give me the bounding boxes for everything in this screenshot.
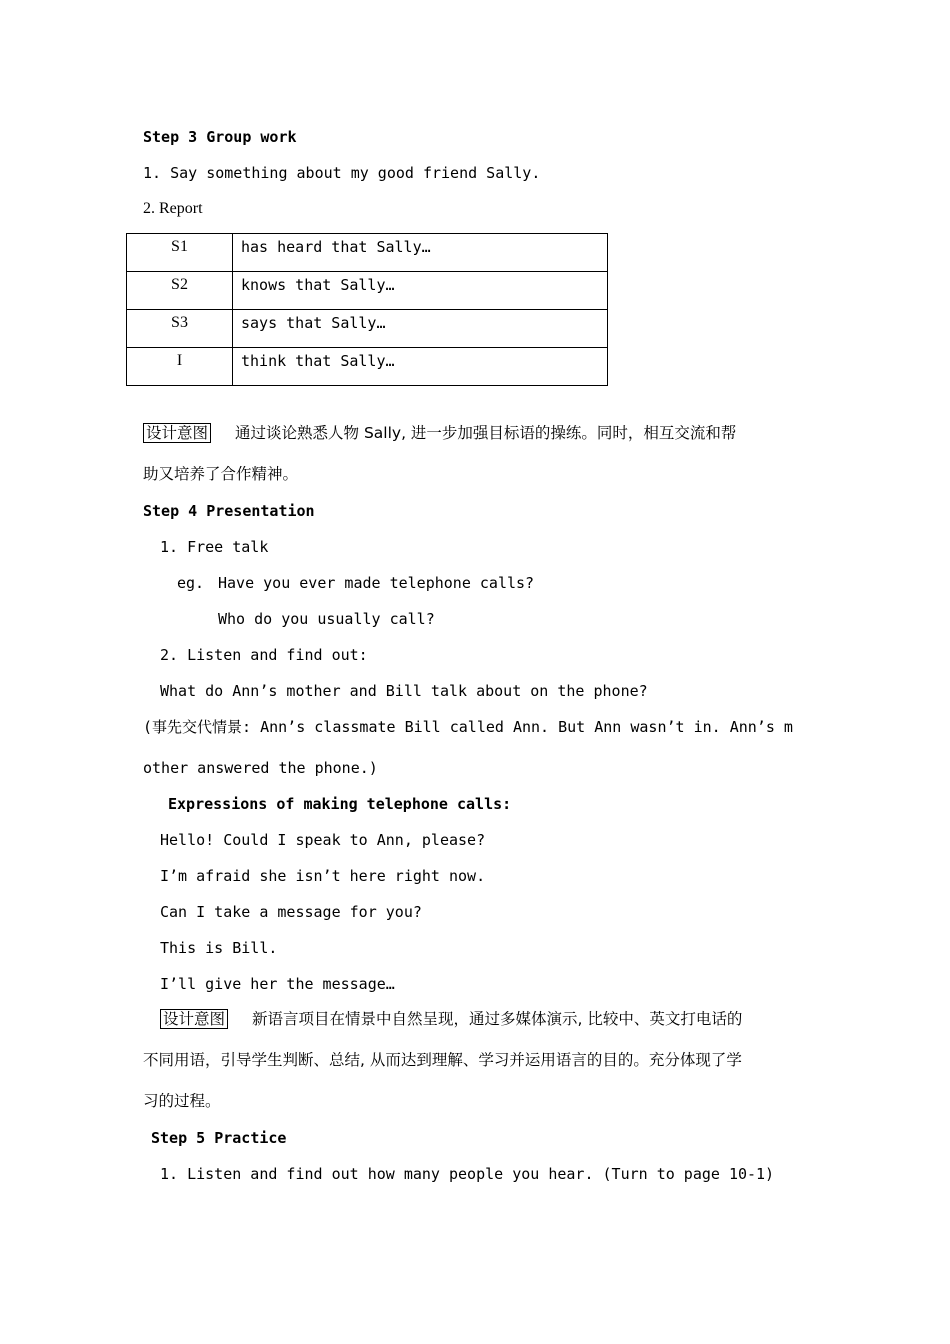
expression-line: I’m afraid she isn’t here right now. xyxy=(160,867,486,885)
eg-question-2: Who do you usually call? xyxy=(218,610,435,628)
context-line-1: (事先交代情景: Ann’s classmate Bill called Ann. But Ann wasn’t in. Ann’s m xyxy=(143,718,793,736)
context-line-2: other answered the phone.) xyxy=(143,759,378,777)
report-label: S1 xyxy=(127,234,233,272)
table-row xyxy=(127,234,608,272)
eg-question-1: Have you ever made telephone calls? xyxy=(218,574,535,592)
step4-item-1: 1. Free talk xyxy=(160,538,269,556)
eg-label: eg. xyxy=(177,574,205,592)
report-label: I xyxy=(127,348,233,386)
step3-design-line-1 xyxy=(143,423,736,443)
listen-question: What do Ann’s mother and Bill talk about on the phone? xyxy=(160,682,648,700)
report-label: S3 xyxy=(127,310,233,348)
step4-design-line-2: 不同用语，引导学生判断、总结, 从而达到理解、学习并运用语言的目的。充分体现了学 xyxy=(143,1051,742,1069)
step4-heading: Step 4 Presentation xyxy=(143,502,315,520)
design-intent-text: 新语言项目在情景中自然呈现，通过多媒体演示, 比较中、英文打电话的 xyxy=(252,1010,743,1028)
design-intent-label: 设计意图 xyxy=(143,423,211,443)
step3-item-1: 1. Say something about my good friend Sally. xyxy=(143,164,541,182)
step3-design-line-2: 助又培养了合作精神。 xyxy=(143,465,299,483)
step4-item-2: 2. Listen and find out: xyxy=(160,646,368,664)
report-text: has heard that Sally… xyxy=(233,234,608,272)
table-row xyxy=(127,348,608,386)
report-text: says that Sally… xyxy=(233,310,608,348)
expressions-heading: Expressions of making telephone calls: xyxy=(168,795,512,813)
report-text: think that Sally… xyxy=(233,348,608,386)
expression-line: This is Bill. xyxy=(160,939,278,957)
step4-design-line-3: 习的过程。 xyxy=(143,1092,221,1110)
report-label: S2 xyxy=(127,272,233,310)
table-row xyxy=(127,272,608,310)
expression-line: Hello! Could I speak to Ann, please? xyxy=(160,831,486,849)
step5-heading: Step 5 Practice xyxy=(151,1129,287,1147)
step3-heading: Step 3 Group work xyxy=(143,128,297,146)
report-text: knows that Sally… xyxy=(233,272,608,310)
expression-line: Can I take a message for you? xyxy=(160,903,422,921)
step3-item-2: 2. Report xyxy=(143,200,203,217)
design-intent-label: 设计意图 xyxy=(160,1009,228,1029)
step4-design-line-1 xyxy=(160,1009,742,1029)
design-intent-text: 通过谈论熟悉人物 Sally, 进一步加强目标语的操练。同时，相互交流和帮 xyxy=(235,424,737,442)
step5-item-1: 1. Listen and find out how many people you hear. (Turn to page 10-1) xyxy=(160,1165,775,1183)
table-row xyxy=(127,310,608,348)
report-table xyxy=(126,233,608,386)
expression-line: I’ll give her the message… xyxy=(160,975,395,993)
